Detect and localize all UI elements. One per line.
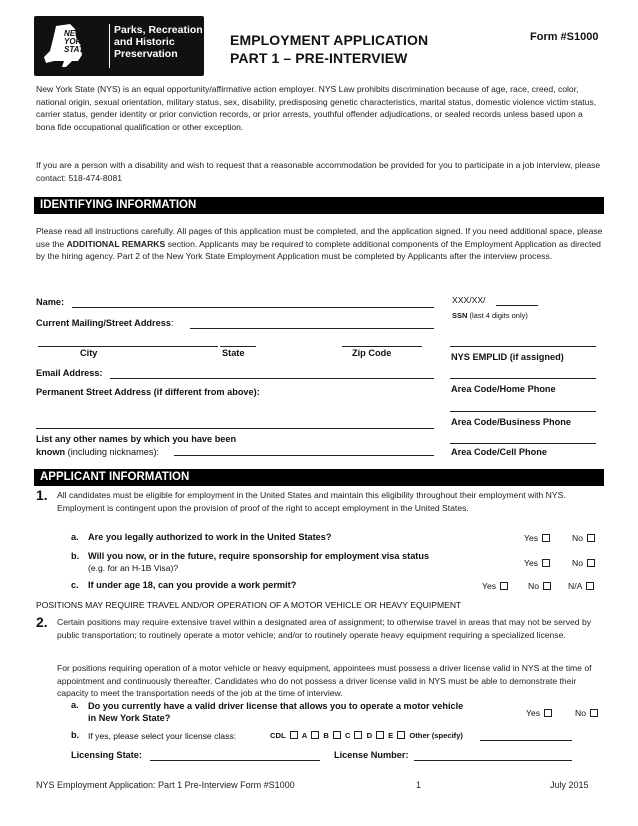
question-1a-no-checkbox[interactable] (587, 534, 595, 542)
email-field[interactable] (110, 378, 434, 379)
form-number: Form #S1000 (530, 31, 599, 43)
home-phone-field[interactable] (450, 378, 596, 379)
permanent-address-field[interactable] (36, 428, 434, 429)
question-1b-no-checkbox[interactable] (587, 559, 595, 567)
name-label: Name: (36, 297, 65, 307)
ssn-last4-field[interactable] (496, 305, 538, 306)
question-1c-yes-checkbox[interactable] (500, 582, 508, 590)
emplid-label: NYS EMPLID (if assigned) (451, 352, 564, 362)
licensing-state-field[interactable] (150, 760, 320, 761)
footer-form-title: NYS Employment Application: Part 1 Pre-Interview Form #S1000 (36, 780, 295, 790)
question-1b-letter: b. (71, 551, 80, 561)
cell-phone-field[interactable] (450, 443, 596, 444)
license-class-d-checkbox[interactable] (376, 731, 384, 739)
business-phone-label: Area Code/Business Phone (451, 417, 571, 427)
question-2-number: 2. (36, 614, 48, 630)
home-phone-label: Area Code/Home Phone (451, 384, 556, 394)
question-1c-yes: Yes (482, 581, 508, 591)
question-1c-letter: c. (71, 580, 79, 590)
question-1a-yes-checkbox[interactable] (542, 534, 550, 542)
section-identifying-information: IDENTIFYING INFORMATION (34, 197, 604, 214)
business-phone-field[interactable] (450, 411, 596, 412)
license-class-cdl-checkbox[interactable] (290, 731, 298, 739)
question-1c-no: No (528, 581, 551, 591)
question-1a-text: Are you legally authorized to work in the United States? (88, 532, 332, 542)
license-class-e-checkbox[interactable] (397, 731, 405, 739)
question-1b-yes-checkbox[interactable] (542, 559, 550, 567)
license-class-b-checkbox[interactable] (333, 731, 341, 739)
logo-state-text: NEW YORK STATE (64, 29, 90, 54)
question-1b-yes: Yes (524, 558, 550, 568)
question-2-text: Certain positions may require extensive travel within a designated area of assignment; to otherwise travel in areas that may not be served by public transportation; to routinely operate a motor vehicle; and/or to routinely operate heavy equipment requiring a specialized license. (57, 617, 592, 640)
question-1c-na-checkbox[interactable] (586, 582, 594, 590)
zip-label: Zip Code (352, 348, 392, 358)
question-1a-yes: Yes (524, 533, 550, 543)
question-1-text: All candidates must be eligible for employment in the United States and maintain this eligibility throughout their employment with NYS. Employment is contingent upon the provision of proof of the right to accept employment in the United States. (57, 490, 566, 513)
section-applicant-information: APPLICANT INFORMATION (34, 469, 604, 486)
license-number-field[interactable] (414, 760, 572, 761)
travel-notice: POSITIONS MAY REQUIRE TRAVEL AND/OR OPERATION OF A MOTOR VEHICLE OR HEAVY EQUIPMENT (36, 600, 462, 610)
emplid-field[interactable] (450, 346, 596, 347)
licensing-state-label: Licensing State: (71, 750, 142, 760)
page-title: EMPLOYMENT APPLICATION PART 1 – PRE-INTERVIEW (230, 32, 429, 66)
question-1a-no: No (572, 533, 595, 543)
footer-date: July 2015 (550, 780, 589, 790)
nys-parks-logo (34, 16, 204, 76)
question-2a-text: Do you currently have a valid driver license that allows you to operate a motor vehicle in New York State? (88, 701, 464, 723)
question-2b-letter: b. (71, 730, 80, 740)
question-2a-letter: a. (71, 700, 79, 710)
ssn-label: SSN (last 4 digits only) (452, 311, 528, 320)
question-1c-no-checkbox[interactable] (543, 582, 551, 590)
mailing-address-label: Current Mailing/Street Address: (36, 318, 174, 328)
name-field[interactable] (72, 307, 434, 308)
license-class-options: CDL A B C D E Other (specify) (270, 731, 463, 740)
question-1a-letter: a. (71, 532, 79, 542)
ssn-prefix: XXX/XX/ (452, 295, 486, 305)
identifying-instructions: Please read all instructions carefully. All pages of this application must be completed, and the application signed. If you need additional space, please use the ADDITIONAL REMARKS section. Applicants may be required to complete additional components of the Employment Application as directed by the hiring agency. Part 2 of the New York State Employment Application must be completed by Applicants after the interview process. (36, 226, 603, 262)
license-class-c-checkbox[interactable] (354, 731, 362, 739)
license-class-a-checkbox[interactable] (311, 731, 319, 739)
contact-phone: 518-474-8081 (68, 172, 123, 183)
question-1b-text: Will you now, or in the future, require sponsorship for employment visa status (88, 551, 430, 561)
state-label: State (222, 348, 245, 358)
question-1c-na: N/A (568, 581, 594, 591)
question-2a-yes-checkbox[interactable] (544, 709, 552, 717)
eeo-statement: New York State (NYS) is an equal opportunity/affirmative action employer. NYS Law prohibits discrimination because of age, race, creed, color, national origin, sexual orientation, military status, sex, disability, predisposing genetic characteristics, marital status, domestic violence victim status, carrier status, gender identity or prior conviction records, or prior arrests, youthful offender adjudications, or sealed records unless based upon a bona fide occupational qualification or other exception. (36, 84, 597, 132)
question-2a-no: No (575, 708, 598, 718)
state-field[interactable] (220, 346, 256, 347)
email-label: Email Address: (36, 368, 103, 378)
question-1b-note: (e.g. for an H-1B Visa)? (88, 563, 179, 573)
question-1b-no: No (572, 558, 595, 568)
zip-field[interactable] (342, 346, 422, 347)
logo-org-text: Parks, Recreation and Historic Preservation (114, 24, 203, 60)
city-label: City (80, 348, 98, 358)
cell-phone-label: Area Code/Cell Phone (451, 447, 547, 457)
question-2a-yes: Yes (526, 708, 552, 718)
footer-page-number: 1 (416, 780, 422, 790)
city-field[interactable] (38, 346, 218, 347)
logo-divider (109, 24, 110, 68)
question-2a-no-checkbox[interactable] (590, 709, 598, 717)
license-number-label: License Number: (334, 750, 409, 760)
other-names-label: List any other names by which you have been known (including nicknames): (36, 434, 237, 457)
permanent-address-label: Permanent Street Address (if different from above): (36, 387, 260, 397)
license-class-other-field[interactable] (480, 740, 572, 741)
mailing-address-field[interactable] (190, 328, 434, 329)
question-2-text-2: For positions requiring operation of a motor vehicle or heavy equipment, appointees must possess a driver license valid in NYS at the time of appointment and continuously thereafter. Candidates who do not possess a driver license valid in NYS must be able to demonstrate their capacity to meet the transportation needs of the job at the time of interview. (57, 663, 592, 699)
question-2b-text: If yes, please select your license class: (88, 731, 237, 741)
question-1c-text: If under age 18, can you provide a work permit? (88, 580, 297, 590)
question-1-number: 1. (36, 487, 48, 503)
accommodation-statement: If you are a person with a disability and wish to request that a reasonable accommodation be provided for you to participate in a job interview, please contact: 518-474-8081 (36, 160, 601, 183)
other-names-field[interactable] (174, 455, 434, 456)
